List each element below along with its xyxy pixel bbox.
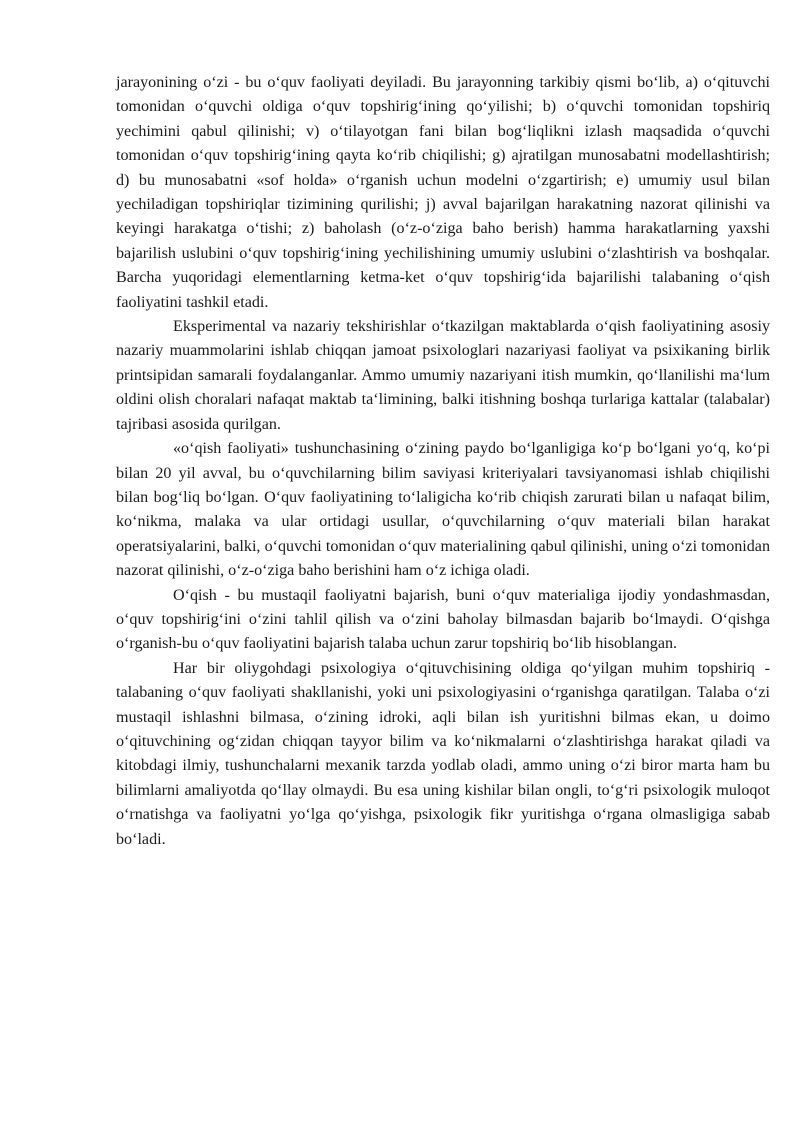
paragraph-learning-activity-concept: «o‘qish faoliyati» tushunchasining o‘zining paydo bo‘lganligiga ko‘p bo‘lgani yo‘q, ko‘pi bilan 20 yil avval, bu o‘quvchilarning bilim saviyasi kriteriyalari tavsiyanomasi ishlab chiqilishi bilan bog‘liq bo‘lgan. O‘quv faoliyatining to‘laligicha ko‘rib chiqish zarurati bilan u nafaqat bilim, ko‘nikma, malaka va ular ortidagi usullar, o‘quvchilarning o‘quv materiali bilan harakat operatsiyalarini, balki, o‘quvchi tomonidan o‘quv materialining qabul qilinishi, uning o‘zi tomonidan nazorat qilinishi, o‘z-o‘ziga baho berishini ham o‘z ichiga oladi. [116, 440, 770, 580]
paragraph-psychology-teacher-task: Har bir oliygohdagi psixologiya o‘qituvchisining oldiga qo‘yilgan muhim topshiriq - talabaning o‘quv faoliyati shakllanishi, yoki uni psixologiyasini o‘rganishga qaratilgan. Talaba o‘zi mustaqil ishlashni bilmasa, o‘zining idroki, aqli bilan ish yuritishni bilmas ekan, u doimo o‘qituvchining og‘zidan chiqqan tayyor bilim va ko‘nikmalarni o‘zlashtirishga harakat qiladi va kitobdagi ilmiy, tushunchalarni mexanik tarzda yodlab oladi, ammo uning o‘zi biror marta ham bu bilimlarni amaliyotda qo‘llay olmaydi. Bu esa uning kishilar bilan ongli, to‘g‘ri psixologik muloqot o‘rnatishga va faoliyatni yo‘lga qo‘yishga, psixologik fikr yuritishga o‘rgana olmasligiga sabab bo‘ladi. [116, 659, 770, 848]
paragraph-experimental-research: Eksperimental va nazariy tekshirishlar o‘tkazilgan maktablarda o‘qish faoliyatining asosiy nazariy muammolarini ishlab chiqqan jamoat psixologlari nazariyasi faoliyat va psixikaning birlik printsipidan samarali foydalanganlar. Ammo umumiy nazariyani itish mumkin, qo‘llanilishi ma‘lum oldini olish choralari nafaqat maktab ta‘limining, balki itishning boshqa turlariga kattalar (talabalar) tajribasi asosida qurilgan. [116, 318, 770, 433]
document-page [116, 71, 770, 852]
paragraph-independent-learning: O‘qish - bu mustaqil faoliyatni bajarish, buni o‘quv materialiga ijodiy yondashmasdan, o‘quv topshirig‘ini o‘zini tahlil qilish va o‘zini baholay bilmasdan bajarib bo‘lmaydi. O‘qishga o‘rganish-bu o‘quv faoliyatini bajarish talaba uchun zarur topshiriq bo‘lib hisoblangan. [116, 586, 770, 653]
paragraph-continuation: jarayonining o‘zi - bu o‘quv faoliyati deyiladi. Bu jarayonning tarkibiy qismi bo‘lib, a) o‘qituvchi tomonidan o‘quvchi oldiga o‘quv topshirig‘ining qo‘yilishi; b) o‘quvchi tomonidan topshiriq yechimini qabul qilinishi; v) o‘tilayotgan fani bilan bog‘liqlikni izlash maqsadida o‘quvchi tomonidan o‘quv topshirig‘ining qayta ko‘rib chiqilishi; g) ajratilgan munosabatni modellashtirish; d) bu munosabatni «sof holda» o‘rganish uchun modelni o‘zgartirish; e) umumiy usul bilan yechiladigan topshiriqlar tizimining qurilishi; j) avval bajarilgan harakatning nazorat qilinishi va keyingi harakatga o‘tishi; z) baholash (o‘z-o‘ziga baho berish) hamma harakatlarning yaxshi bajarilish uslubini o‘quv topshirig‘ining yechilishining umumiy uslubini o‘zlashtirish va boshqalar. Barcha yuqoridagi elementlarning ketma-ket o‘quv topshirig‘ida bajarilishi talabaning o‘qish faoliyatini tashkil etadi. [116, 74, 770, 311]
